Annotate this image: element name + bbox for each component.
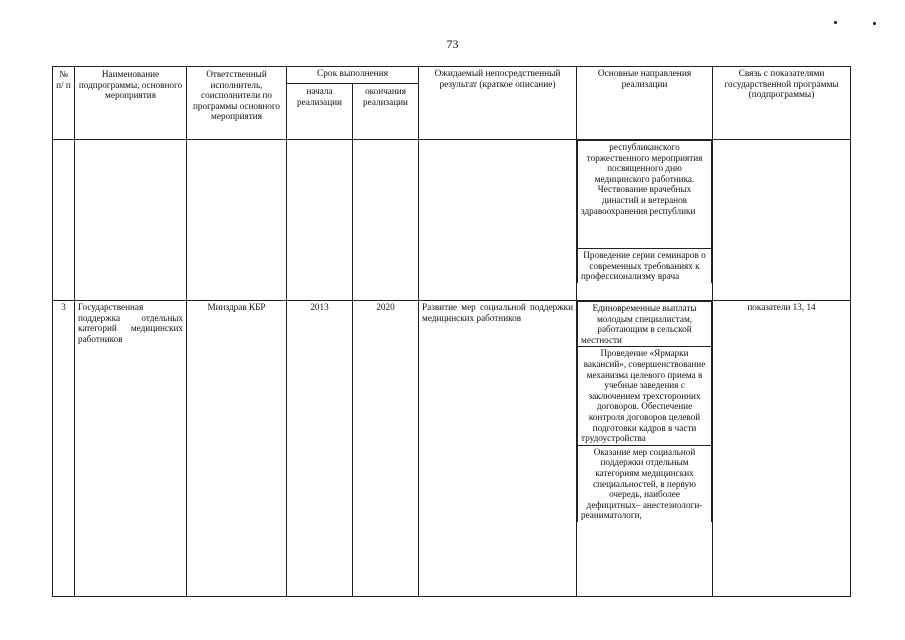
header-start: начала реализации xyxy=(287,84,353,140)
cell-empty xyxy=(353,140,419,301)
direction-item: Оказание мер социальной поддержки отдельным категориям медицинских специальностей, в первую очередь, наиболее дефицитных– анестезиологи-реаниматологи, xyxy=(578,445,712,522)
directions-cell xyxy=(577,140,713,301)
end-year: 2020 xyxy=(353,301,419,597)
header-link: Связь с показателями государственной программы (подпрограммы) xyxy=(713,67,851,140)
expected-result: Развитие мер социальной поддержки медицинских работников xyxy=(419,301,577,597)
indicator-link: показатели 13, 14 xyxy=(713,301,851,597)
table-row xyxy=(53,140,851,301)
cell-empty xyxy=(287,140,353,301)
cell-empty xyxy=(187,140,287,301)
direction-item: Проведение серии семинаров о современных требованиях к профессионализму врача xyxy=(578,249,712,283)
header-term: Срок выполнения xyxy=(287,67,419,84)
program-table xyxy=(52,66,851,597)
page-number: 73 xyxy=(446,37,459,51)
scan-speck xyxy=(873,22,876,25)
direction-item: республиканского торжественного мероприятия посвященного дню медицинского работника. Чествование врачебных династий и ветеранов здравоохранения республики xyxy=(578,141,712,249)
direction-item: Проведение «Ярмарки вакансий», совершенствование механизма целевого приема в учебные заведения с заключением трехсторонних договоров. Обеспечение контроля договоров целевой подготовки кадров в части трудоустройства xyxy=(578,347,712,445)
directions-list xyxy=(577,140,712,283)
header-executor: Ответственный исполнитель, соисполнители по программы основного мероприятия xyxy=(187,67,287,140)
cell-empty xyxy=(75,140,187,301)
cell-empty xyxy=(713,140,851,301)
cell-empty xyxy=(419,140,577,301)
header-num: № п/ п xyxy=(53,67,75,140)
cell-empty xyxy=(53,140,75,301)
directions-cell xyxy=(577,301,713,597)
table-row xyxy=(53,301,851,597)
executor: Минздрав КБР xyxy=(187,301,287,597)
directions-list xyxy=(577,301,712,522)
start-year: 2013 xyxy=(287,301,353,597)
scan-speck xyxy=(834,21,837,24)
direction-item: Единовременные выплаты молодым специалистам, работающим в сельской местности xyxy=(578,302,712,347)
row-number: 3 xyxy=(53,301,75,597)
measure-name: Государственная поддержка отдельных категорий медицинских работников xyxy=(75,301,187,597)
header-directions: Основные направления реализации xyxy=(577,67,713,140)
header-end: окончания реализации xyxy=(353,84,419,140)
header-result: Ожидаемый непосредственный результат (краткое описание) xyxy=(419,67,577,140)
header-name: Наименование подпрограммы, основного мероприятия xyxy=(75,67,187,140)
